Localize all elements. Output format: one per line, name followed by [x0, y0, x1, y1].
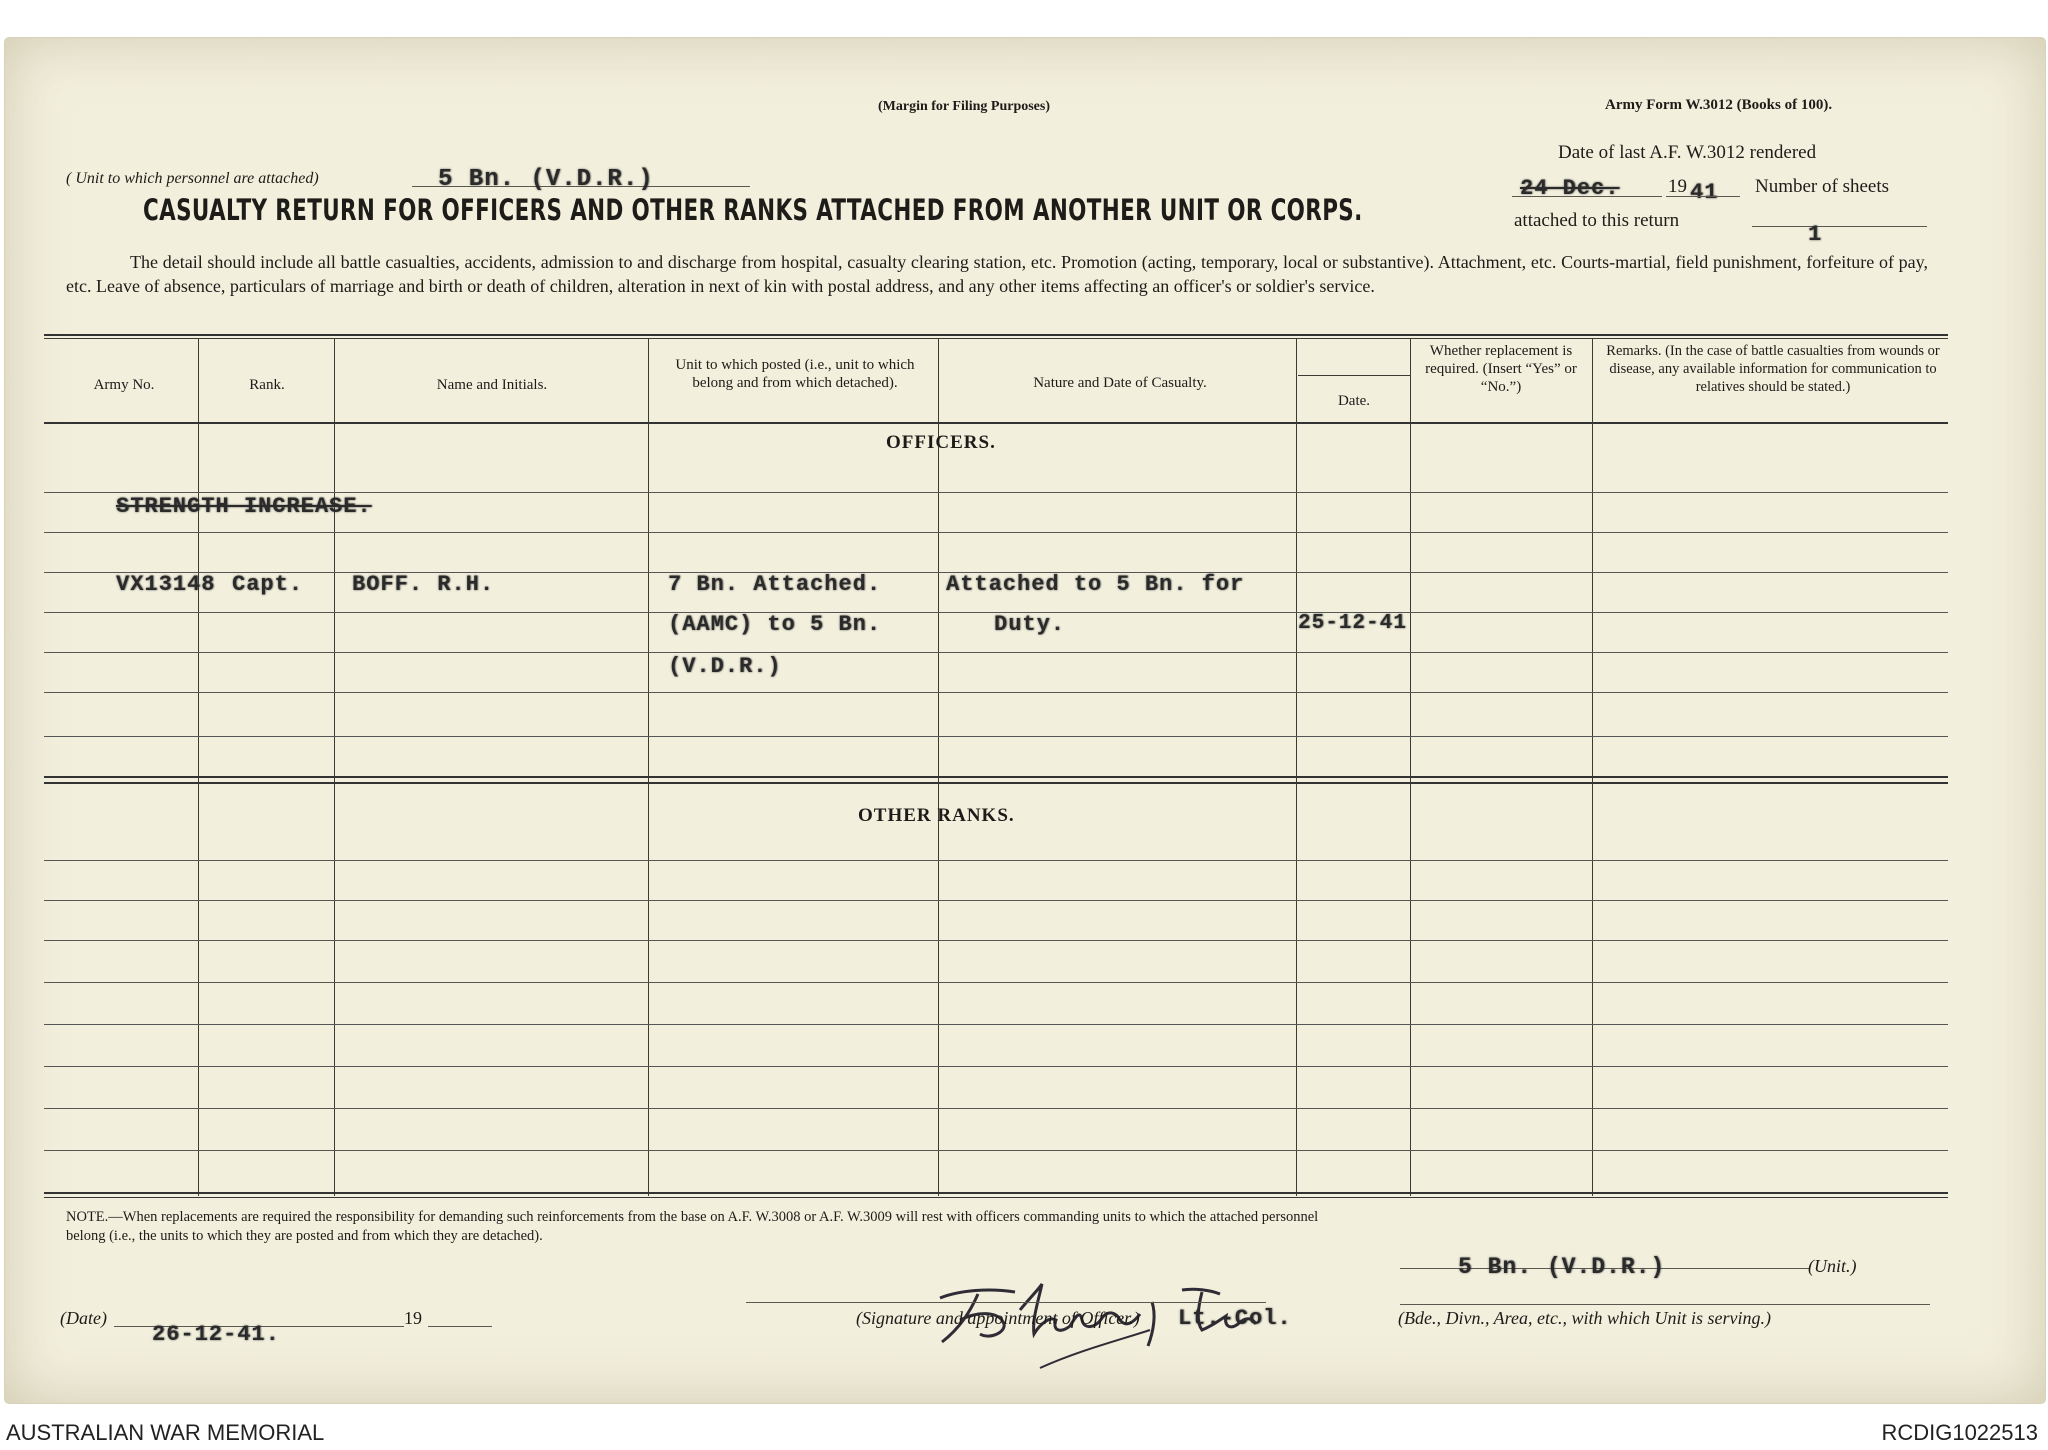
year-value: 41: [1690, 180, 1719, 205]
footer-note: NOTE.—When replacements are required the responsibility for demanding such reinforcements from the base on A.F. W.3008 or A.F. W.3009 will rest with officers commanding units to which the attached personnel belong (i.e., the units to which they are posted and from which they are detached).: [66, 1209, 1319, 1244]
signature-appointment: Lt.-Col.: [1178, 1306, 1292, 1331]
date-last-label: Date of last A.F. W.3012 rendered: [1558, 142, 1817, 163]
date-last-value: 24 Dec.: [1520, 176, 1620, 201]
struck-heading: STRENGTH INCREASE.: [116, 494, 372, 519]
footer-year-prefix: 19: [404, 1308, 422, 1328]
instructions: The detail should include all battle casualties, accidents, admission to and discharge from hospital, casualty clearing station, etc. Promotion (acting, temporary, local or substantive). Attachment, etc. Courts-martial, field punishment, forfeiture of pay, etc. Leave of absence, particulars of marriage and birth or death of children, alteration in next of kin with postal address, and any other items affecting an officer's or soldier's service.: [66, 252, 1928, 296]
entry-date: 25-12-41: [1298, 612, 1407, 635]
form-title: CASUALTY RETURN FOR OFFICERS AND OTHER RANKS ATTACHED FROM ANOTHER UNIT OR CORPS.: [143, 193, 1363, 227]
attached-label: attached to this return: [1514, 210, 1680, 231]
header-name: Name and Initials.: [436, 377, 548, 393]
entry-unit-line1: 7 Bn. Attached.: [668, 572, 882, 597]
entry-nature-line2: Duty.: [994, 612, 1066, 637]
header-remarks: Remarks. (In the case of battle casualties from wounds or disease, any available information for communication to relatives should be stated.): [1606, 343, 1940, 395]
archive-name: AUSTRALIAN WAR MEMORIAL: [6, 1420, 325, 1445]
army-form-number: Army Form W.3012 (Books of 100).: [1605, 97, 1833, 113]
header-unit: Unit to which posted (i.e., unit to which belong and from which detached).: [675, 357, 915, 391]
unit-attached-label: ( Unit to which personnel are attached): [66, 170, 319, 187]
footer-date-value: 26-12-41.: [152, 1322, 280, 1347]
archive-id: RCDIG1022513: [1881, 1420, 2038, 1445]
form-paper: [5, 38, 2045, 1403]
header-date: Date.: [1337, 393, 1371, 409]
year-prefix: 19: [1668, 176, 1687, 197]
sheets-value: 1: [1808, 222, 1823, 247]
officers-label: OFFICERS.: [886, 432, 996, 453]
footer-unit-value: 5 Bn. (V.D.R.): [1458, 1254, 1666, 1280]
header-army-no: Army No.: [93, 377, 155, 393]
header-rank: Rank.: [249, 377, 285, 393]
signature-caption: (Signature and appointment of Officer.): [856, 1308, 1140, 1328]
number-of-sheets-label: Number of sheets: [1755, 176, 1890, 197]
unit-attached-value: 5 Bn. (V.D.R.): [438, 166, 654, 193]
entry-unit-line3: (V.D.R.): [668, 654, 782, 679]
header-replacement: Whether replacement is required. (Insert “Yes” or “No.”): [1425, 343, 1577, 395]
entry-nature-line1: Attached to 5 Bn. for: [946, 572, 1245, 597]
header-nature: Nature and Date of Casualty.: [1033, 375, 1207, 391]
entry-army-no: VX13148: [116, 572, 216, 597]
entry-unit-line2: (AAMC) to 5 Bn.: [668, 612, 882, 637]
footer-bde-label: (Bde., Divn., Area, etc., with which Unit is serving.): [1398, 1308, 1771, 1328]
entry-rank: Capt.: [232, 572, 304, 597]
footer-unit-label: (Unit.): [1808, 1256, 1857, 1276]
archive-footer: [0, 1414, 2048, 1450]
entry-name: BOFF. R.H.: [352, 572, 495, 597]
footer-date-label: (Date): [60, 1308, 107, 1328]
other-ranks-label: OTHER RANKS.: [858, 805, 1015, 826]
margin-note: (Margin for Filing Purposes): [878, 99, 1051, 114]
